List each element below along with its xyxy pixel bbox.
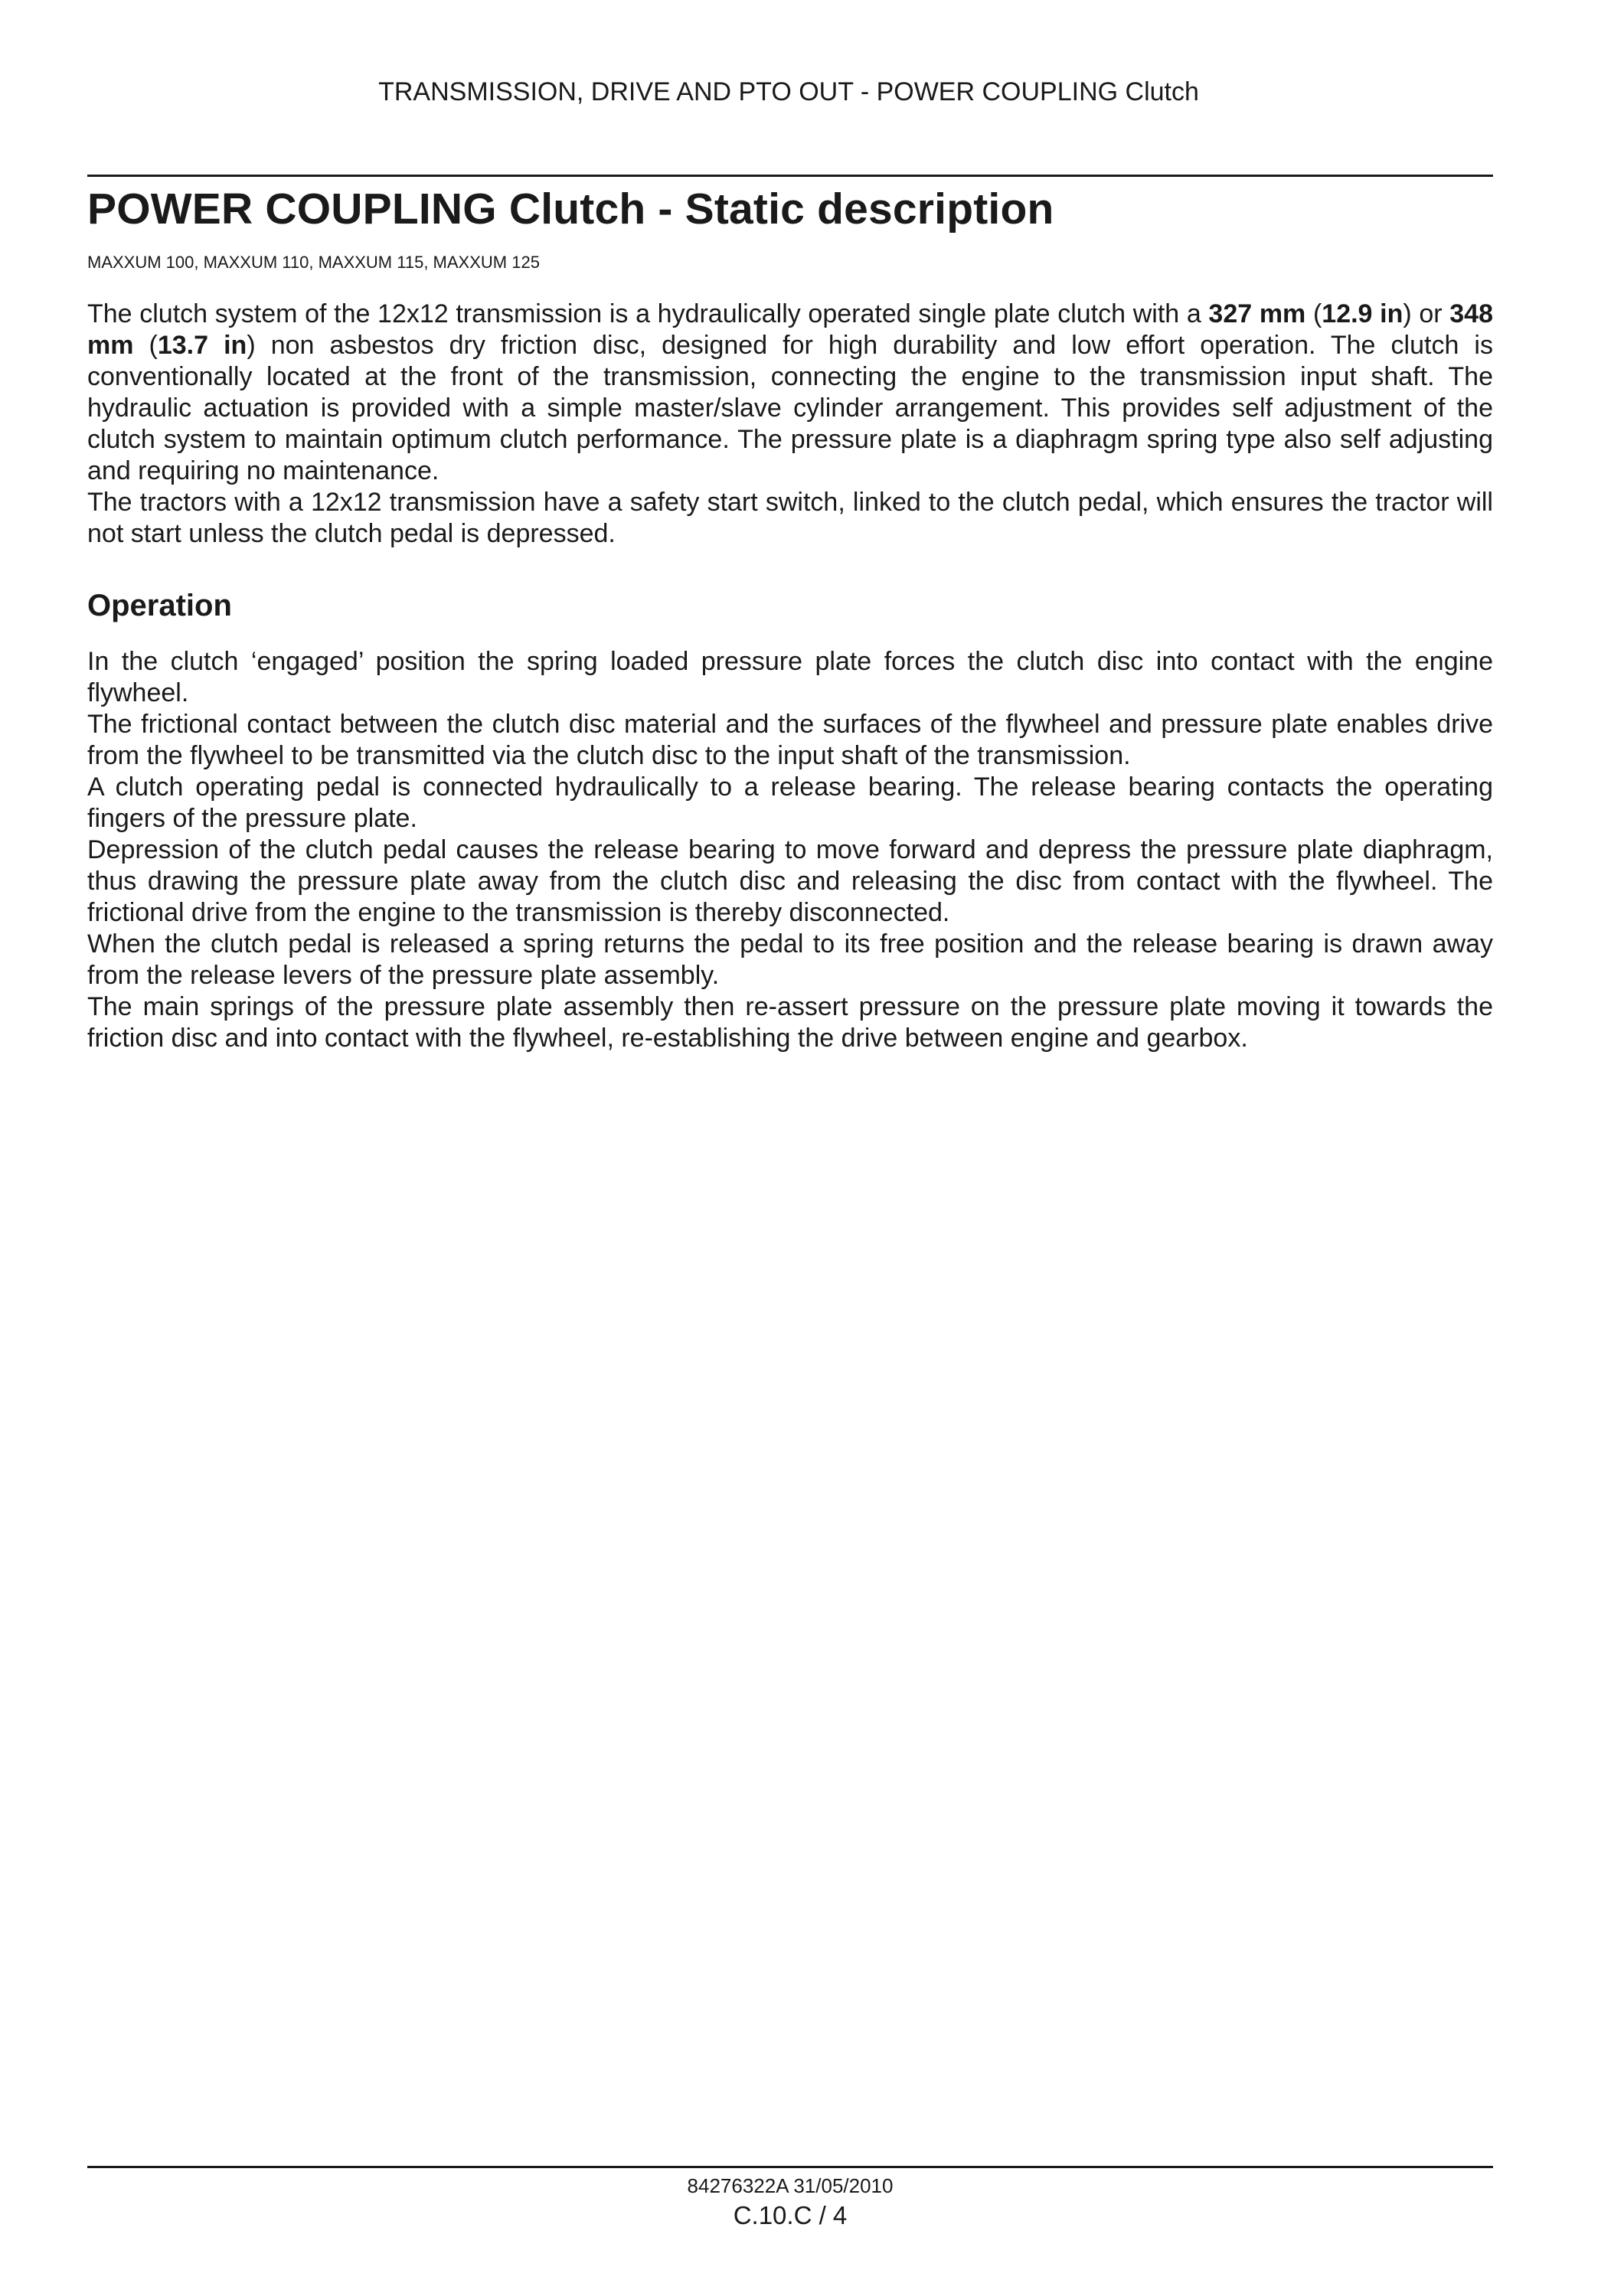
page-number: C.10.C / 4 [733, 2201, 848, 2229]
footer-divider [87, 2166, 1493, 2168]
operation-paragraph: Depression of the clutch pedal causes the release bearing to move forward and depress the pressure plate diaphragm, thus drawing the pressure plate away from the clutch disc and releasing the disc from contact with the flywheel. The frictional drive from the engine to the transmission is thereby disconnected. [87, 835, 1493, 927]
intro-section [87, 299, 1493, 550]
intro-paragraph-1 [87, 299, 1493, 487]
intro-text: ) or [1403, 299, 1450, 328]
intro-text: ( [1305, 299, 1322, 328]
intro-paragraph-2: The tractors with a 12x12 transmission have a safety start switch, linked to the clutch pedal, which ensures the tractor will not start unless the clutch pedal is depressed. [87, 488, 1493, 548]
document-id: 84276322A 31/05/2010 [687, 2174, 894, 2197]
spec-value-348mm: 348 mm [87, 299, 1493, 360]
operation-paragraph: The frictional contact between the clutch disc material and the surfaces of the flywheel and pressure plate enables drive from the flywheel to be transmitted via the clutch disc to the input shaft of the transmission. [87, 710, 1493, 770]
intro-text: ( [133, 331, 158, 360]
spec-value-327mm: 327 mm [1208, 299, 1306, 328]
page-title: POWER COUPLING Clutch - Static description [87, 185, 1054, 234]
operation-section [87, 646, 1493, 1054]
page-content [87, 179, 1493, 1054]
spec-value-13-7in: 13.7 in [157, 331, 247, 360]
operation-paragraph: In the clutch ‘engaged’ position the spring loaded pressure plate forces the clutch disc into contact with the engine flywheel. [87, 647, 1493, 707]
running-header: TRANSMISSION, DRIVE AND PTO OUT - POWER COUPLING Clutch [378, 77, 1199, 106]
header-divider [87, 175, 1493, 177]
operation-paragraph: When the clutch pedal is released a spring returns the pedal to its free position and the release bearing is drawn away from the release levers of the pressure plate assembly. [87, 929, 1493, 990]
intro-text: The clutch system of the 12x12 transmission is a hydraulically operated single plate clutch with a [87, 299, 1209, 328]
model-list: MAXXUM 100, MAXXUM 110, MAXXUM 115, MAXXUM 125 [87, 253, 540, 272]
spec-value-12-9in: 12.9 in [1322, 299, 1403, 328]
page-footer [87, 2173, 1493, 2232]
intro-text: ) non asbestos dry friction disc, designed for high durability and low effort operation. The clutch is conventionally located at the front of the transmission, connecting the engine to the transmission input shaft. The hydraulic actuation is provided with a simple master/slave cylinder arrangement. This provides self adjustment of the clutch system to maintain optimum clutch performance. The pressure plate is a diaphragm spring type also self adjusting and requiring no maintenance. [87, 331, 1493, 485]
section-heading-operation: Operation [87, 589, 232, 622]
operation-paragraph: The main springs of the pressure plate assembly then re-assert pressure on the pressure plate moving it towards the friction disc and into contact with the flywheel, re-establishing the drive between engine and gearbox. [87, 992, 1493, 1053]
operation-paragraph: A clutch operating pedal is connected hydraulically to a release bearing. The release bearing contacts the operating fingers of the pressure plate. [87, 772, 1493, 833]
